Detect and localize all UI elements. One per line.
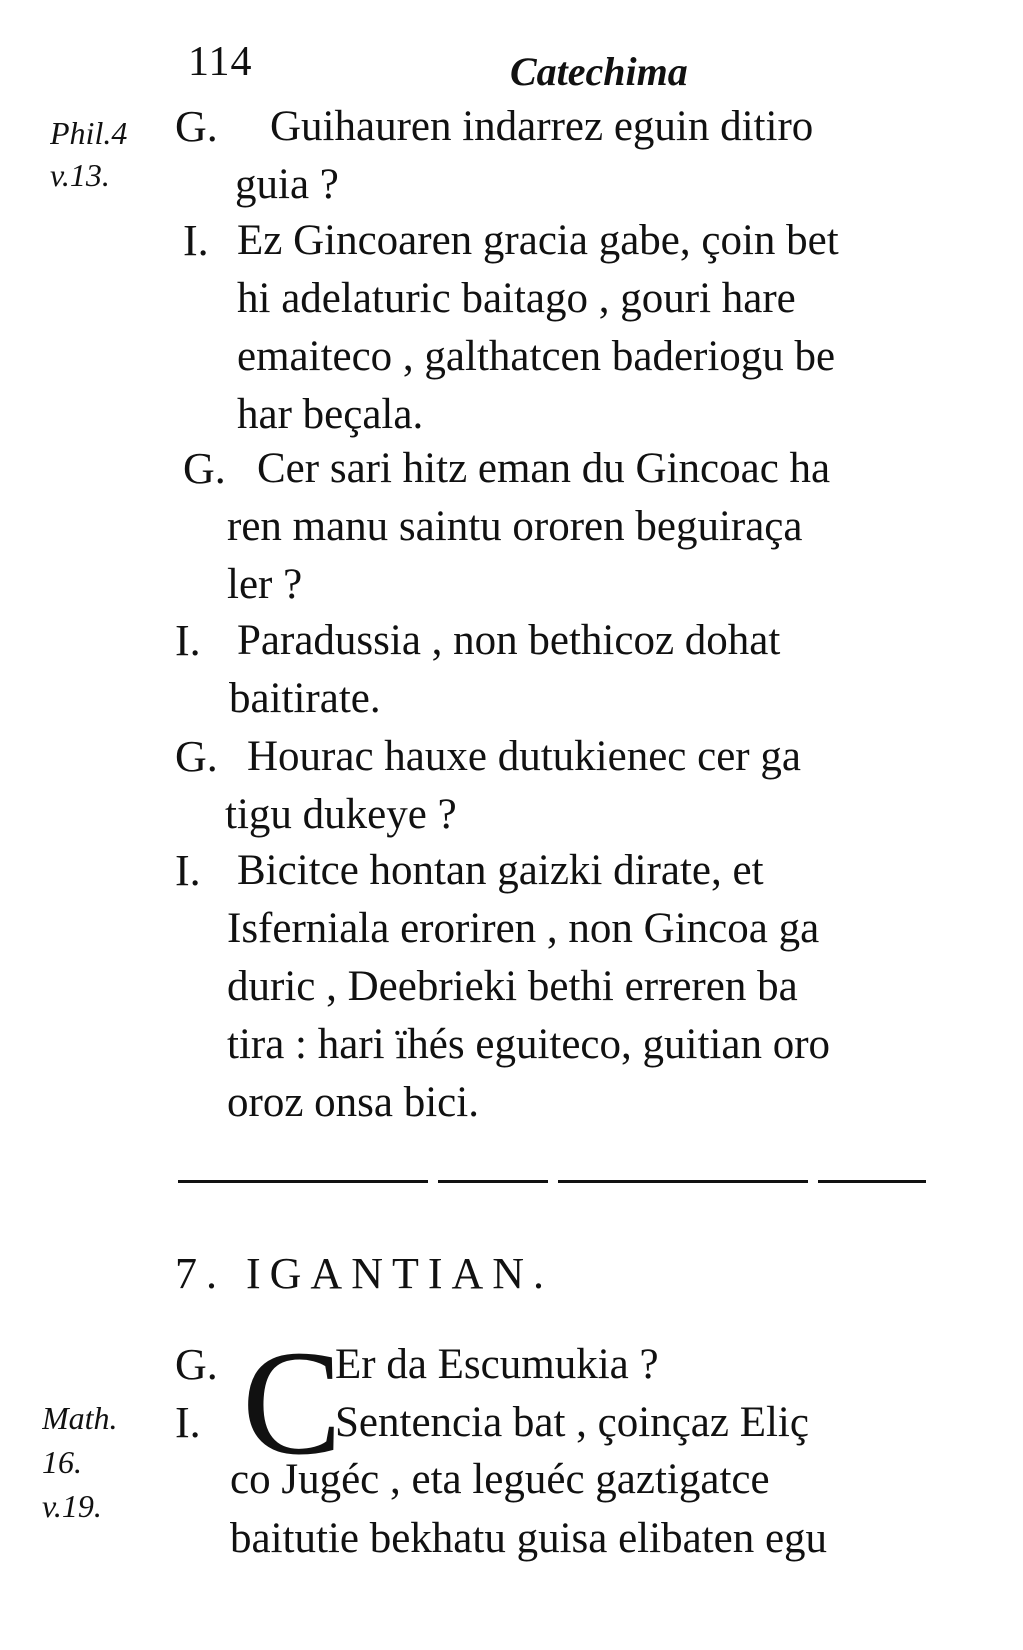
entry-text xyxy=(175,1394,935,1452)
margin-note-line: Math. xyxy=(42,1400,118,1436)
text-line: oroz onsa bici. xyxy=(227,1079,479,1126)
entry-text xyxy=(175,728,935,844)
dialogue-entry-3 xyxy=(175,440,935,614)
dialogue-entry-6 xyxy=(175,842,935,1132)
text-line: co Jugéc , eta leguéc gaztigatce xyxy=(230,1456,770,1503)
margin-note-line: Phil.4 xyxy=(50,115,128,151)
text-line: Cer sari hitz eman du Gincoac ha xyxy=(257,445,831,492)
rule-gap xyxy=(548,1178,558,1185)
margin-note-line: v.13. xyxy=(50,157,110,193)
text-line: hi adelaturic baitago , gouri hare xyxy=(237,275,796,322)
text-line: duric , Deebrieki bethi erreren ba xyxy=(227,963,798,1010)
text-line: Ez Gincoaren gracia gabe, çoin bet xyxy=(237,217,839,264)
chapter-answer xyxy=(175,1394,935,1452)
speaker-label: G. xyxy=(175,102,218,151)
drop-cap: C xyxy=(242,1320,343,1486)
margin-note-math xyxy=(42,1396,118,1528)
text-line: Hourac hauxe dutukienec cer ga xyxy=(247,733,801,780)
chapter-answer-continued xyxy=(230,1452,930,1566)
rule-gap xyxy=(428,1178,438,1185)
margin-note-line: v.19. xyxy=(42,1488,102,1524)
text-line: tira : hari ïhés eguiteco, guitian oro xyxy=(227,1021,831,1068)
speaker-label: G. xyxy=(175,732,218,781)
text-line: Er da Escumukia ? xyxy=(335,1341,659,1388)
section-divider-rule xyxy=(178,1180,926,1183)
text-line: Guihauren indarrez eguin ditiro xyxy=(270,103,814,150)
entry-text xyxy=(175,612,935,728)
speaker-label: I. xyxy=(175,616,201,665)
dialogue-entry-4 xyxy=(175,612,935,728)
text-line: baitirate. xyxy=(229,675,381,722)
text-line: har beçala. xyxy=(237,391,424,438)
speaker-label: I. xyxy=(175,1398,201,1447)
margin-note-line: 16. xyxy=(42,1444,82,1480)
speaker-label: I. xyxy=(175,846,201,895)
chapter-heading: 7. IGANTIAN. xyxy=(175,1249,554,1298)
entry-text xyxy=(175,212,935,444)
page-number: 114 xyxy=(188,39,253,85)
text-line: ler ? xyxy=(227,561,303,608)
speaker-label: G. xyxy=(183,444,226,493)
text-line: baitutie bekhatu guisa elibaten egu xyxy=(230,1515,828,1562)
margin-note-phil xyxy=(50,112,127,196)
speaker-label: I. xyxy=(183,216,209,265)
text-line: guia ? xyxy=(235,161,339,208)
entry-text xyxy=(175,842,935,1132)
entry-text xyxy=(175,98,935,214)
text-line: ren manu saintu ororen beguiraça xyxy=(227,503,803,550)
dialogue-entry-2 xyxy=(175,212,935,444)
rule-gap xyxy=(808,1178,818,1185)
dialogue-entry-5 xyxy=(175,728,935,844)
text-line: Isferniala eroriren , non Gincoa ga xyxy=(227,905,820,952)
entry-text xyxy=(175,440,935,614)
text-line: Paradussia , non bethicoz dohat xyxy=(237,617,781,664)
text-line: emaiteco , galthatcen baderiogu be xyxy=(237,333,836,380)
text-line: Bicitce hontan gaizki dirate, et xyxy=(237,847,764,894)
dialogue-entry-1 xyxy=(175,98,935,214)
text-line: tigu dukeye ? xyxy=(225,791,457,838)
speaker-label: G. xyxy=(175,1340,218,1389)
text-line: Sentencia bat , çoinçaz Eliç xyxy=(335,1399,809,1446)
running-head: Catechima xyxy=(510,49,688,94)
